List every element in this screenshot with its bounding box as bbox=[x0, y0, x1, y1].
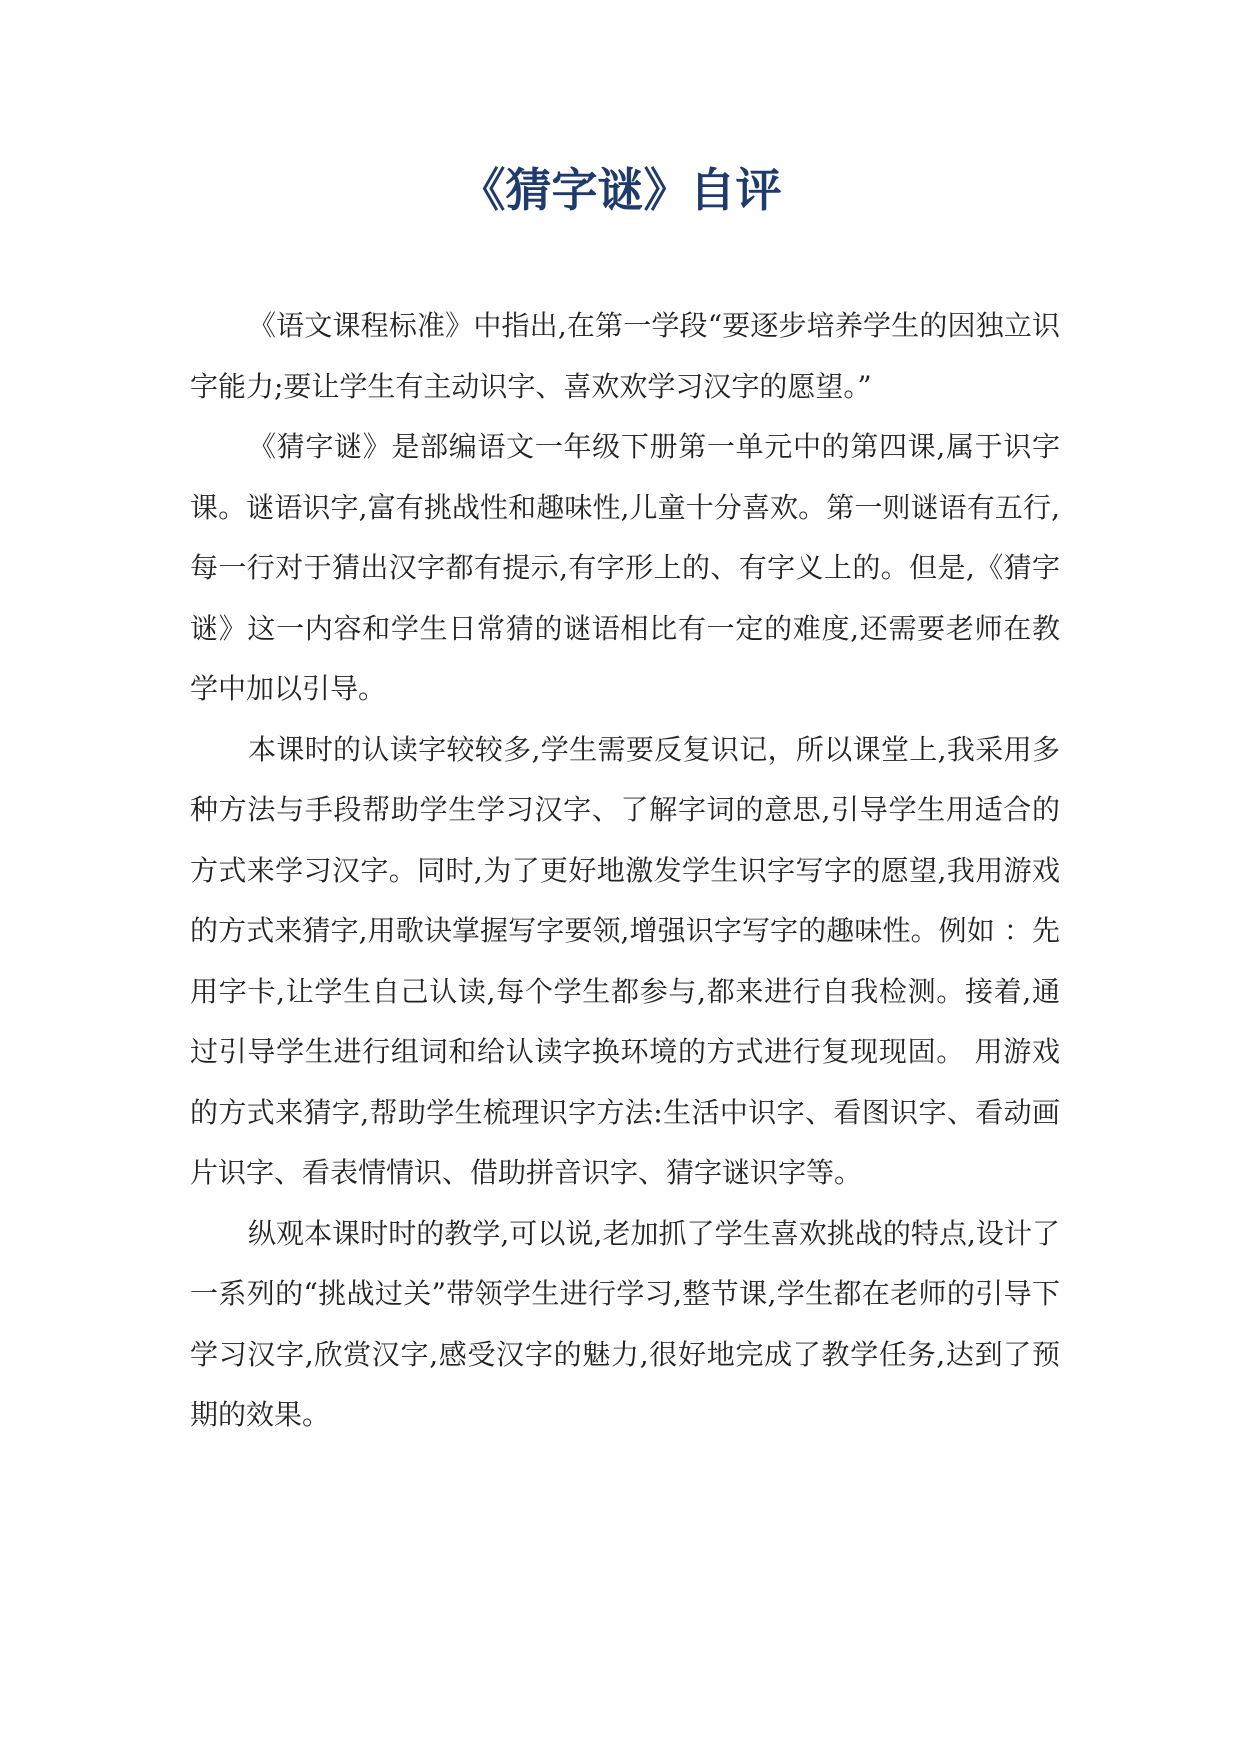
paragraph-summary: 纵观本课时时的教学,可以说,老加抓了学生喜欢挑战的特点,设计了一系列的“挑战过关”带领学生进行学习,整节课,学生都在老师的引导下学习汉字,欣赏汉字,感受汉字的魅力,很好地完成了教学任务,达到了预期的效果。 bbox=[190, 1216, 1060, 1431]
document-body bbox=[190, 296, 1060, 1446]
document-title: 《猜字谜》自评 bbox=[459, 163, 782, 217]
paragraph-curriculum-standard: 《语文课程标准》中指出,在第一学段“要逐步培养学生的因独立识字能力;要让学生有主动识字、喜欢欢学习汉字的愿望。” bbox=[190, 309, 1060, 403]
paragraph-teaching-methods: 本课时的认读字较较多,学生需要反复识记，所以课堂上,我采用多种方法与手段帮助学生学习汉字、了解字词的意思,引导学生用适合的方式来学习汉字。同时,为了更好地激发学生识字写字的愿望,我用游戏的方式来猜字,用歌诀掌握写字要领,增强识字写字的趣味性。例如 ：先用字卡,让学生自己认读,每个学生都参与,都来进行自我检测。接着,通过引导学生进行组词和给认读字换环境的方式进行复现现固。 用游戏的方式来猜字,帮助学生梳理识字方法:生活中识字、看图识字、看动画片识字、看表情情识、借助拼音识字、猜字谜识字等。 bbox=[190, 732, 1060, 1189]
paragraph-lesson-intro: 《猜字谜》是部编语文一年级下册第一单元中的第四课,属于识字课。谜语识字,富有挑战性和趣味性,儿童十分喜欢。第一则谜语有五行,每一行对于猜出汉字都有提示,有字形上的、有字义上的。但是,《猜字谜》这一内容和学生日常猜的谜语相比有一定的难度,还需要老师在教学中加以引导。 bbox=[190, 430, 1060, 705]
